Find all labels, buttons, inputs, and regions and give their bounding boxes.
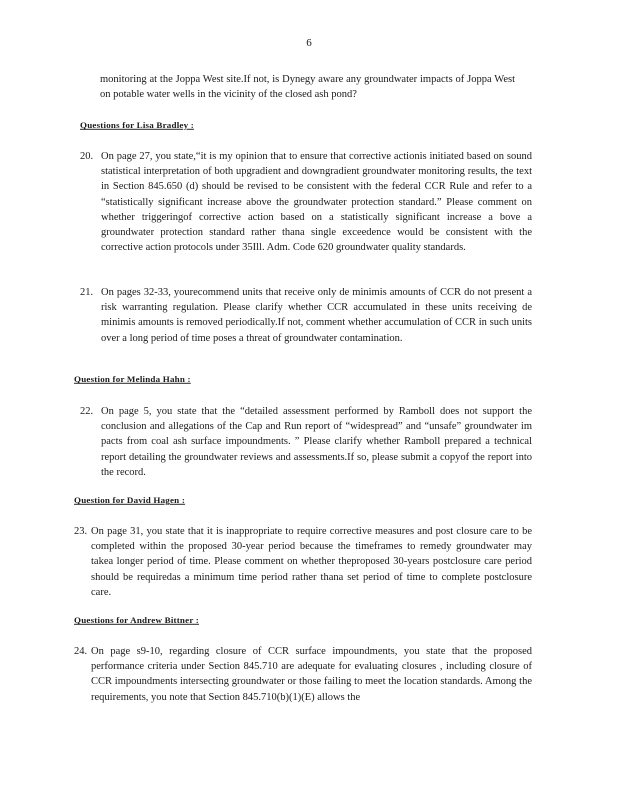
page-number: 6 [306,37,312,49]
question-text: On pages 32-33, yourecommend units that receive only de minimis amounts of CCR do not present a risk warranting regulation. Please clarify whether CCR accumulated in these units receiving de minimis amounts is removed periodically.If not, comment whether accumulation of CCR in such units over a long period of time poses a threat of groundwater contamination. [101,287,532,344]
section-heading-melinda-hahn: Question for Melinda Hahn : [74,374,191,384]
question-number: 23. [74,526,88,537]
question-number: 24. [74,646,88,657]
question-number: 21. [80,287,94,298]
question-text: On page 27, you state,“it is my opinion that to ensure that corrective actionis initiated based on sound statistical interpretation of both upgradient and downgradient groundwater monitoring results, the text in Section 845.650 (d) should be revised to be consistent with the federal CCR Rule and refer to a “statistically significant increase above the groundwater protection standard.” Please comment on whether triggeringof corrective action based on a statistically significant increase a bove a groundwater protection standard rather thana single exceedence would be consistent with the corrective action protocols under 35Ill. Adm. Code 620 groundwater quality standards. [101,151,532,254]
question-number: 20. [80,151,94,162]
section-heading-andrew-bittner: Questions for Andrew Bittner : [74,615,200,625]
question-text: On page 31, you state that it is inappropriate to require corrective measures and post closure care to be completed within the proposed 30-year period because the timeframes to remedy groundwater may takea longer period of time. Please comment on whether theproposed 30-years postclosure care period should be requiredas a minimum time period rather thana set period of time to complete postclosure care. [91,526,532,598]
section-heading-david-hagen: Question for David Hagen : [74,495,186,505]
intro-paragraph: monitoring at the Joppa West site.If not, is Dynegy aware any groundwater impacts of Joppa West on potable water wells in the vicinity of the closed ash pond? [100,74,515,101]
question-text: On page s9-10, regarding closure of CCR surface impoundments, you state that the proposed performance criteria under Section 845.710 are adequate for evaluating closures , including closure of CCR impoundments intersecting groundwater or those failing to meet the location standards. Among the requirements, you note that Section 845.710(b)(1)(E) allows the [91,646,532,703]
section-heading-lisa-bradley: Questions for Lisa Bradley : [80,120,194,130]
question-text: On page 5, you state that the “detailed assessment performed by Ramboll does not support the conclusion and allegations of the Cap and Run report of “widespread” and “unsafe” groundwater im pacts from coal ash surface impoundments. ” Please clarify whether Ramboll prepared a technical report detailing the groundwater reviews and assessments.If so, please submit a copyof the report into the record. [101,406,532,478]
question-number: 22. [80,406,94,417]
